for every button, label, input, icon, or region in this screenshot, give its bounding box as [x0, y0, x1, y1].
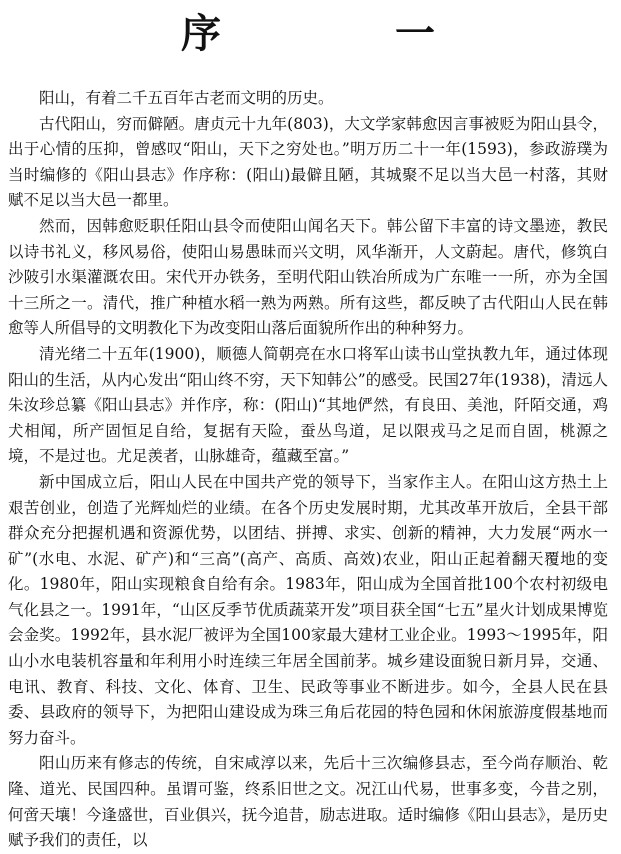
page-title: 序 一: [181, 11, 515, 57]
paragraph-2: 古代阳山，穷而僻陋。唐贞元十九年(803)，大文学家韩愈因言事被贬为阳山县令，出于心情的压抑，曾感叹“阳山，天下之穷处也。”明万历二十一年(1593)，参政游璞为当时编修的《阳山县志》作序称：(阳山)最僻且陋，其城聚不足以当大邑一村落，其财赋不足以当大邑一都里。: [8, 114, 608, 210]
paragraph-3: 然而，因韩愈贬职任阳山县令而使阳山闻名天下。韩公留下丰富的诗文墨迹，教民以诗书礼义，移风易俗，使阳山易愚昧而兴文明，风华渐开，人文蔚起。唐代，修筑白沙陂引水渠灌溉农田。宋代开办铁务，至明代阳山铁冶所成为广东唯一一所，亦为全国十三所之一。清代，推广种植水稻一熟为两熟。所有这些，都反映了古代阳山人民在韩愈等人所倡导的文明教化下为改变阳山落后面貌所作出的种种努力。: [8, 216, 608, 338]
preface-body: [8, 86, 608, 854]
paragraph-6: 阳山历来有修志的传统，自宋咸淳以来，先后十三次编修县志，至今尚存顺治、乾隆、道光、民国四种。虽谓可鉴，终系旧世之文。况江山代易，世事多变，今昔之别，何啻天壤！今逢盛世，百业俱兴，抚今追昔，励志进取。适时编修《阳山县志》，是历史赋予我们的责任，以: [8, 754, 608, 850]
paragraph-4: 清光绪二十五年(1900)，顺德人简朝亮在水口将军山读书山堂执教九年，通过体现阳山的生活，从内心发出“阳山终不穷，天下知韩公”的感受。民国27年(1938)，清远人朱汝珍总纂《阳山县志》并作序，称：(阳山)“其地俨然，有良田、美池，阡陌交通，鸡犬相闻，所产固恒足自给，复据有天险，蚕丛鸟道，足以限戎马之足而自固，桃源之境，不是过也。尤足羡者，山脉雄奇，蕴藏至富。”: [8, 344, 608, 466]
paragraph-1: 阳山，有着二千五百年古老而文明的历史。: [39, 89, 334, 107]
paragraph-5: 新中国成立后，阳山人民在中国共产党的领导下，当家作主人。在阳山这方热土上艰苦创业，创造了光辉灿烂的业绩。在各个历史发展时期，尤其改革开放后，全县干部群众充分把握机遇和资源优势，以团结、拼搏、求实、创新的精神，大力发展“两水一矿”(水电、水泥、矿产)和“三高”(高产、高质、高效)农业，阳山正起着翻天覆地的变化。1980年，阳山实现粮食自给有余。1983年，阳山成为全国首批100个农村初级电气化县之一。1991年，“山区反季节优质蔬菜开发”项目获全国“七五”星火计划成果博览会金奖。1992年，县水泥厂被评为全国100家最大建材工业企业。1993～1995年，阳山小水电装机容量和年利用小时连续三年居全国前茅。城乡建设面貌日新月异，交通、电讯、教育、科技、文化、体育、卫生、民政等事业不断进步。如今，全县人民在县委、县政府的领导下，为把阳山建设成为珠三角后花园的特色园和休闲旅游度假基地而努力奋斗。: [8, 472, 608, 747]
